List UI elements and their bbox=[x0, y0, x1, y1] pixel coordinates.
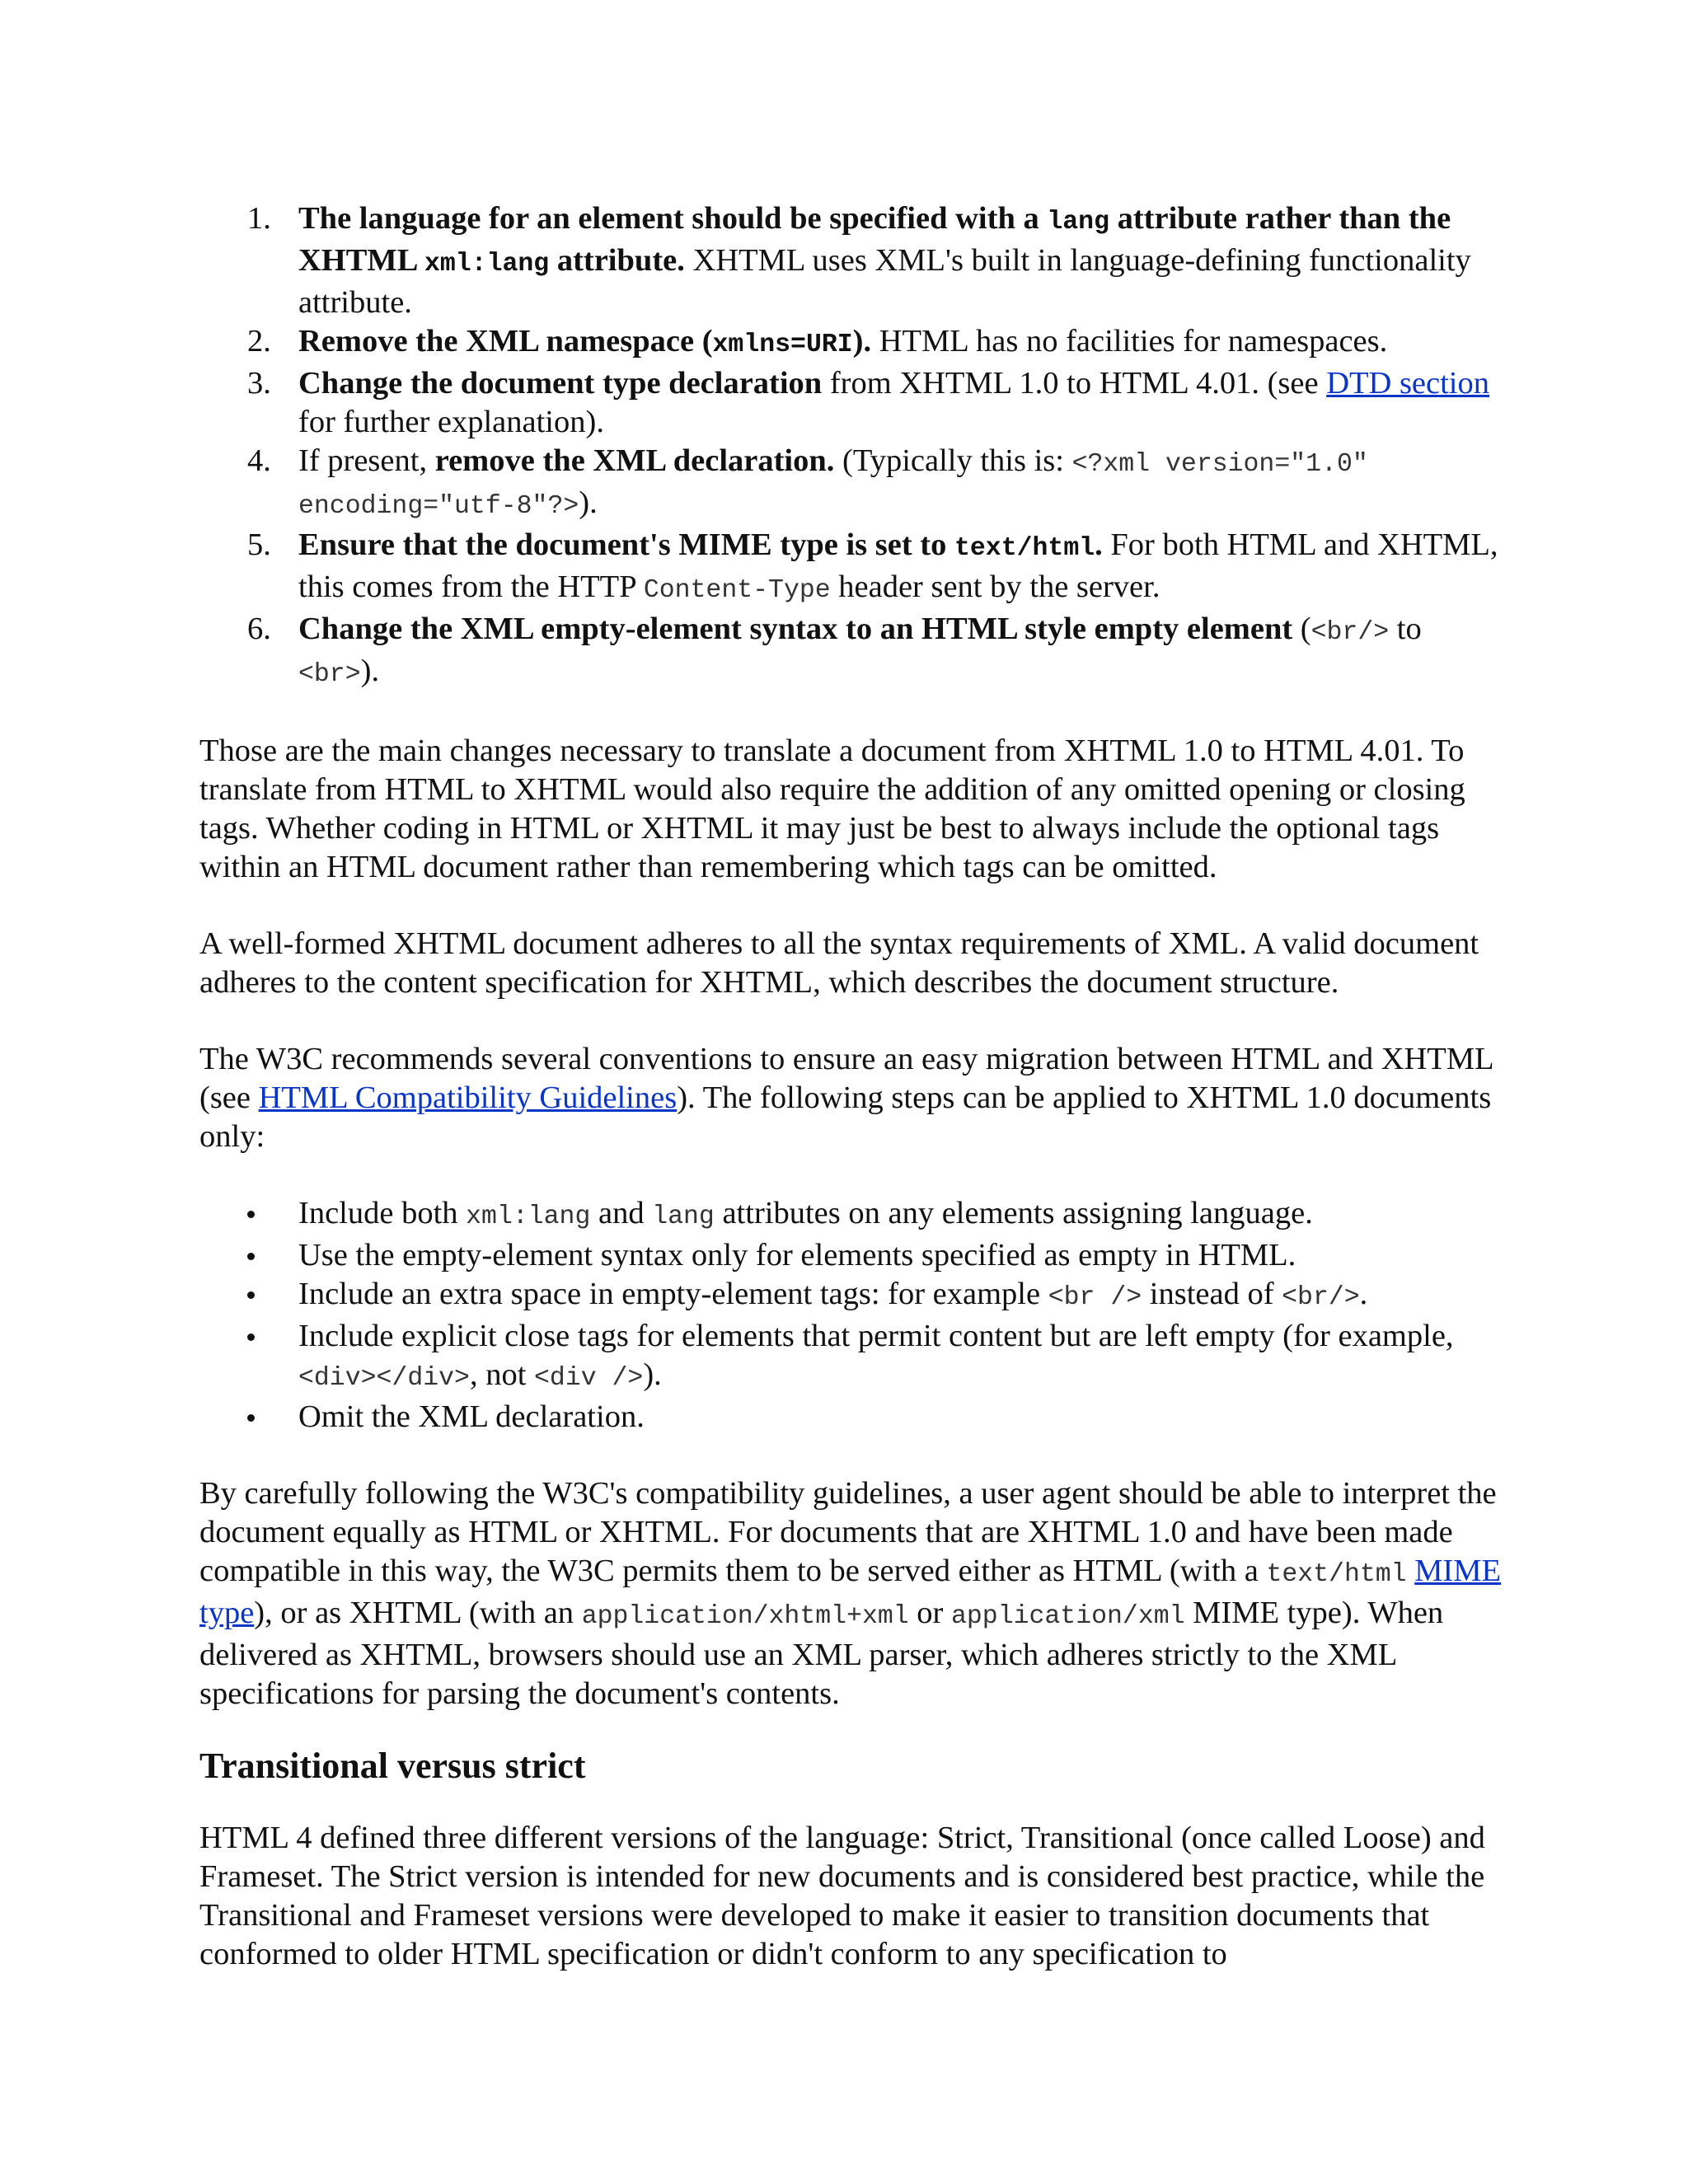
xhtml-steps-list bbox=[199, 1194, 1502, 1436]
list-item: Omit the XML declaration. bbox=[298, 1398, 1502, 1436]
list-number: 6. bbox=[247, 612, 271, 646]
list-item: Include both xml:lang and lang attributes on any elements assigning language. bbox=[298, 1194, 1502, 1236]
bullet-icon bbox=[247, 1253, 255, 1260]
list-number: 1. bbox=[247, 201, 271, 236]
list-item: 4. If present, remove the XML declaration. (Typically this is: <?xml version="1.0" encoding="utf-8"?>). bbox=[247, 443, 1368, 521]
conversion-steps-list bbox=[199, 199, 1502, 694]
document-page bbox=[199, 199, 1502, 1974]
paragraph-translation: Those are the main changes necessary to translate a document from XHTML 1.0 to HTML 4.01. To translate from HTML to XHTML would also require the addition of any omitted opening or closing tags. Whether coding in HTML or XHTML it may just be best to always include the optional tags within an HTML document rather than remembering which tags can be omitted. bbox=[199, 733, 1465, 884]
mime-type-link[interactable]: MIME type bbox=[199, 1554, 1502, 1630]
paragraph-w3c-conventions: The W3C recommends several conventions to ensure an easy migration between HTML and XHTML (see HTML Compatibility Guidelines). The following steps can be applied to XHTML 1.0 documents only: bbox=[199, 1042, 1493, 1154]
list-number: 5. bbox=[247, 527, 271, 562]
list-number: 4. bbox=[247, 443, 271, 478]
paragraph-compatibility: By carefully following the W3C's compatibility guidelines, a user agent should be able to interpret the document equally as HTML or XHTML. For documents that are XHTML 1.0 and have been made compatible in this way, the W3C permits them to be served either as HTML (with a text/html MIME type), or as XHTML (with an application/xhtml+xml or application/xml MIME type). When delivered as XHTML, browsers should use an XML parser, which adheres strictly to the XML specifications for parsing the document's contents. bbox=[199, 1476, 1502, 1711]
list-item: Use the empty-element syntax only for elements specified as empty in HTML. bbox=[298, 1236, 1502, 1275]
section-heading: Transitional versus strict bbox=[199, 1746, 586, 1786]
dtd-section-link[interactable]: DTD section bbox=[1326, 366, 1490, 401]
bullet-icon bbox=[247, 1414, 255, 1422]
html-compatibility-guidelines-link[interactable]: HTML Compatibility Guidelines bbox=[258, 1080, 678, 1115]
list-item: 2. Remove the XML namespace (xmlns=URI). HTML has no facilities for namespaces. bbox=[247, 324, 1388, 359]
list-item: 6. Change the XML empty-element syntax to an HTML style empty element (<br/> to <br>). bbox=[247, 612, 1422, 689]
bullet-icon bbox=[247, 1291, 255, 1299]
list-number: 3. bbox=[247, 366, 271, 401]
paragraph-html4-versions: HTML 4 defined three different versions of the language: Strict, Transitional (once called Loose) and Frameset. The Strict version is intended for new documents and is considered best practice, while the Transitional and Frameset versions were developed to make it easier to transition documents that conformed to older HTML specification or didn't conform to any specification to bbox=[199, 1821, 1485, 1971]
list-item: Include an extra space in empty-element tags: for example <br /> instead of <br/>. bbox=[298, 1275, 1502, 1317]
bullet-icon bbox=[247, 1211, 255, 1218]
list-item: 5. Ensure that the document's MIME type is set to text/html. For both HTML and XHTML, this comes from the HTTP Content-Type header sent by the server. bbox=[247, 527, 1498, 605]
list-item: 1. The language for an element should be specified with a lang attribute rather than the XHTML xml:lang attribute. XHTML uses XML's built in language-defining functionality attribute. bbox=[247, 201, 1471, 320]
bullet-icon bbox=[247, 1333, 255, 1341]
list-item: Include explicit close tags for elements that permit content but are left empty (for example, <div></div>, not <div />). bbox=[298, 1317, 1502, 1398]
list-item: 3. Change the document type declaration from XHTML 1.0 to HTML 4.01. (see DTD section for further explanation). bbox=[247, 366, 1490, 439]
list-number: 2. bbox=[247, 324, 271, 359]
paragraph-well-formed: A well-formed XHTML document adheres to all the syntax requirements of XML. A valid document adheres to the content specification for XHTML, which describes the document structure. bbox=[199, 926, 1479, 1000]
